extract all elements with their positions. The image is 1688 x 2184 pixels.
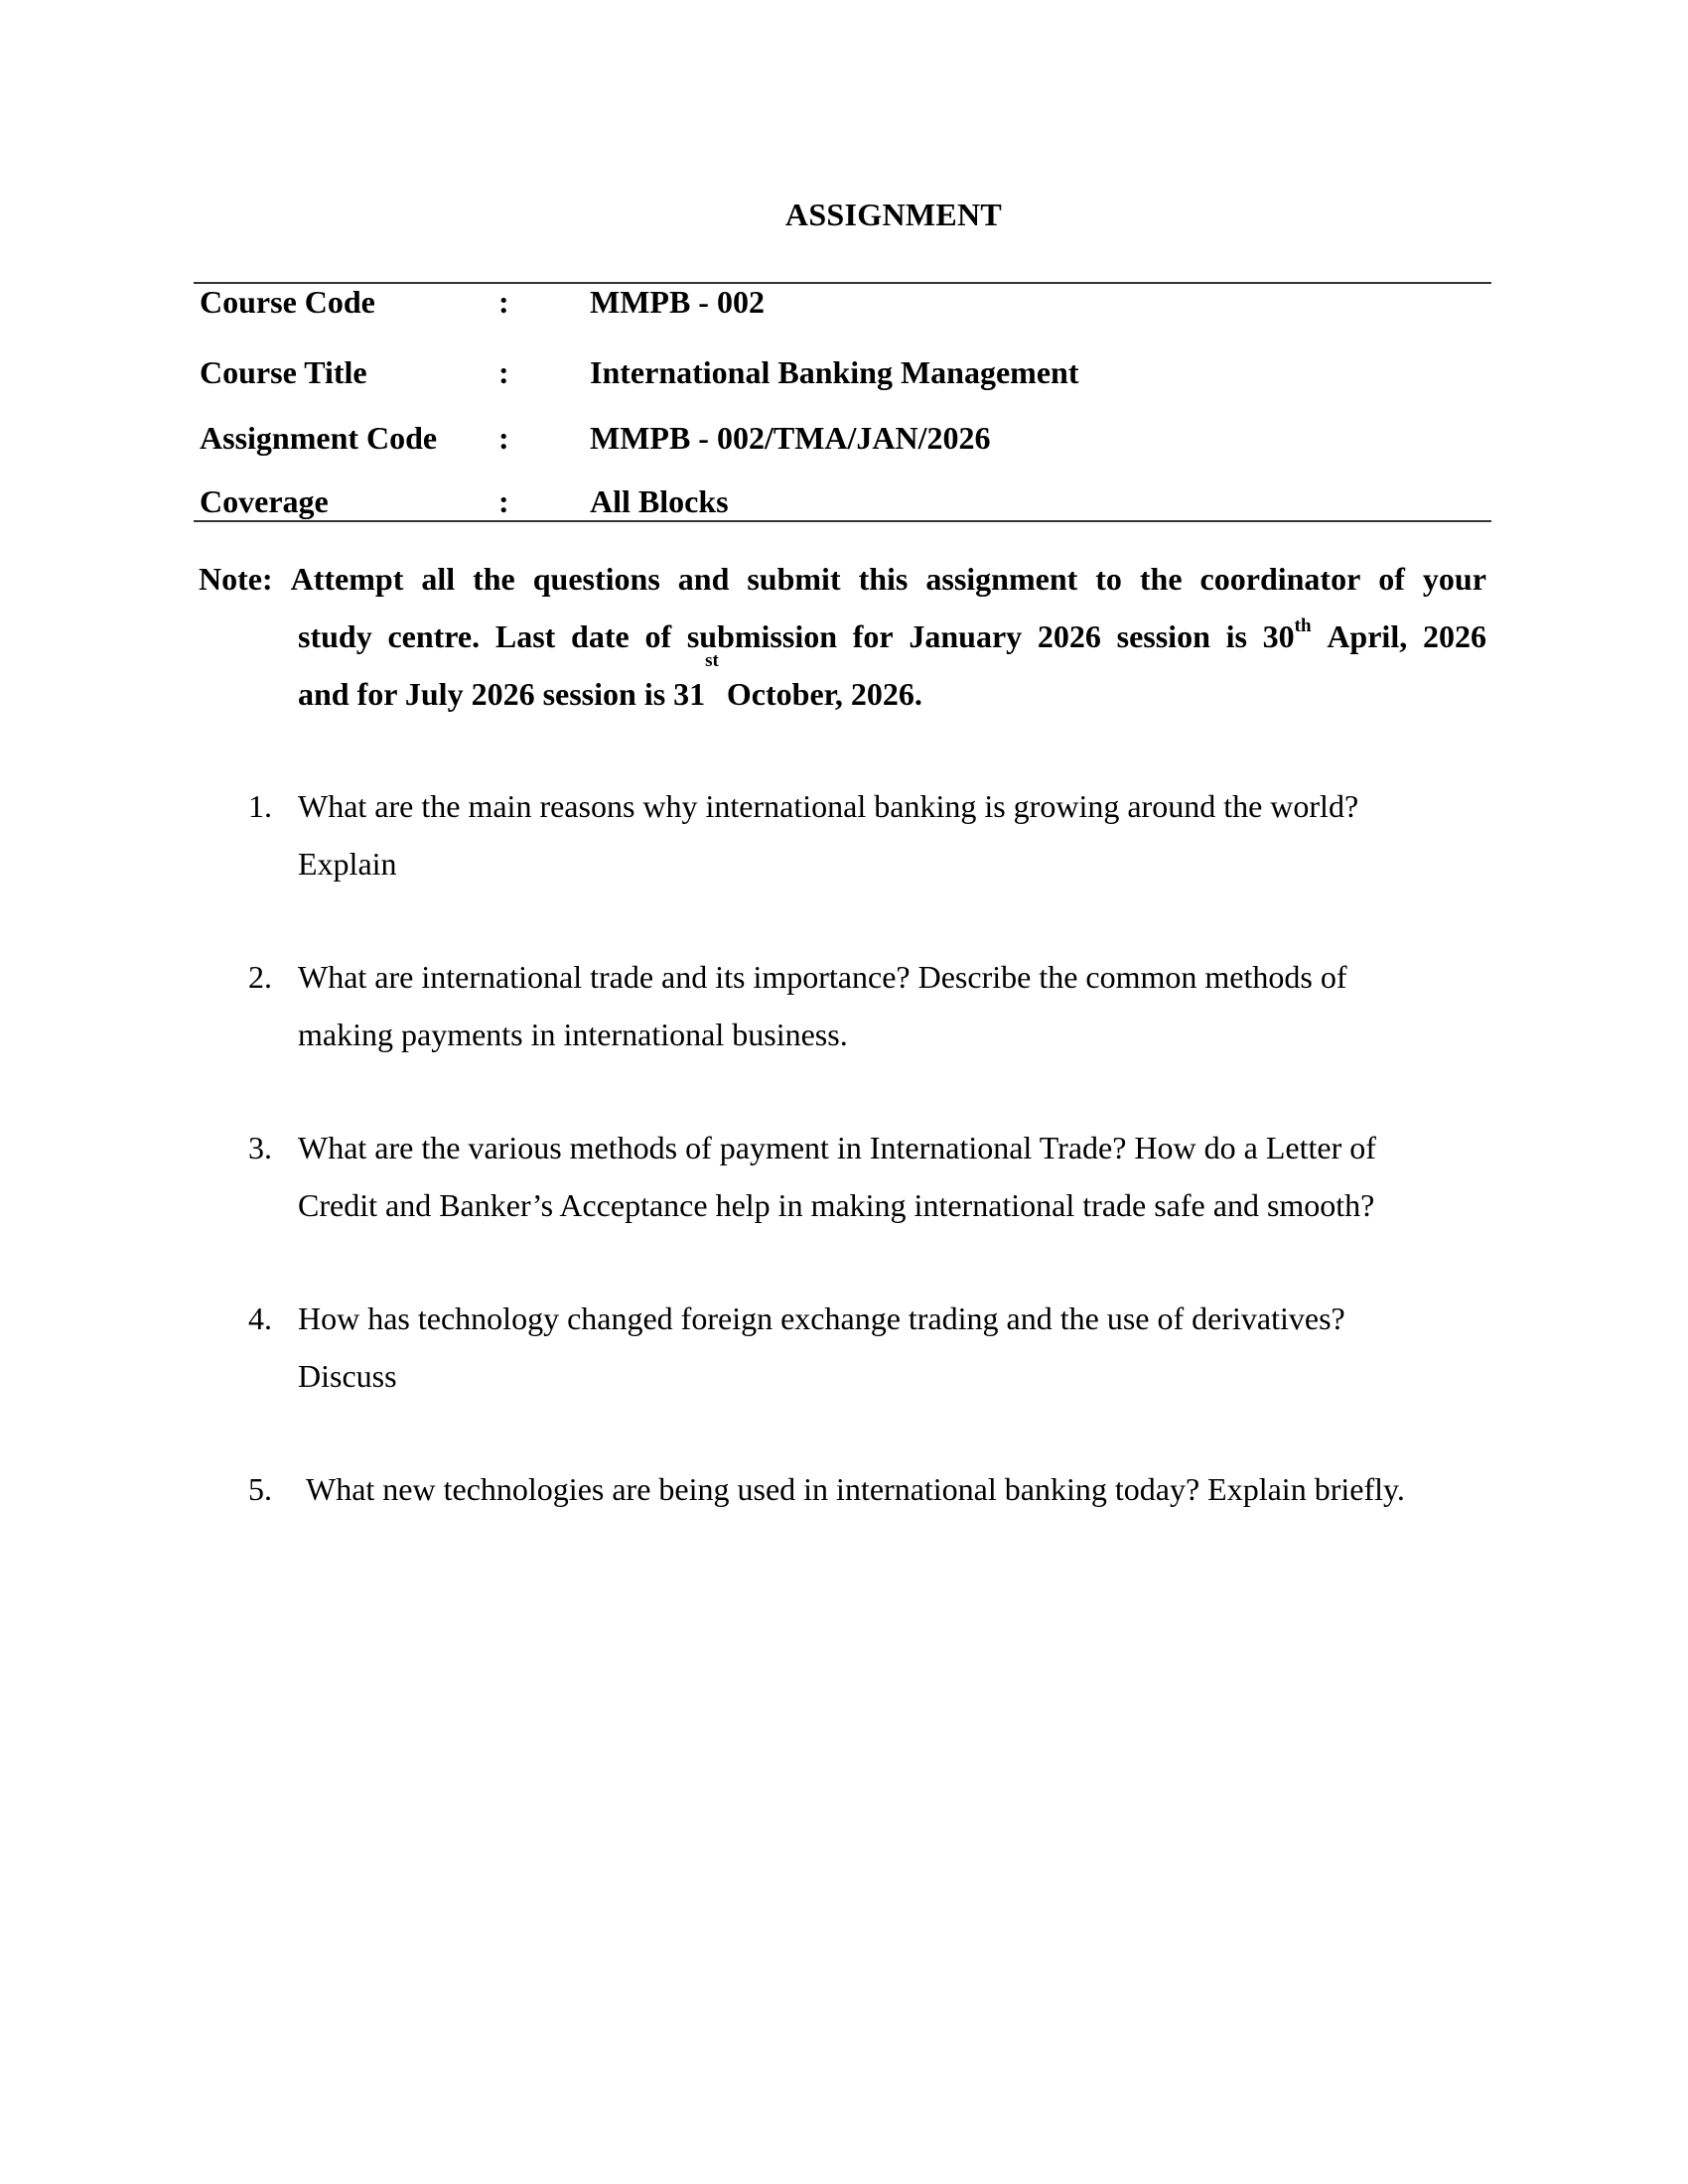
question-line: Explain [298, 846, 397, 882]
list-item [248, 1119, 1539, 1234]
info-colon: : [498, 483, 509, 519]
question-line: What are the various methods of payment in International Trade? How do a Letter of [298, 1130, 1376, 1165]
note-word: questions [532, 561, 660, 597]
info-value: All Blocks [590, 483, 729, 519]
question-line: How has technology changed foreign exchange trading and the use of derivatives? [298, 1300, 1345, 1336]
note-word: to [1095, 561, 1122, 597]
submission-note [199, 550, 1486, 723]
note-line [199, 650, 1486, 723]
note-word: of [644, 618, 672, 654]
list-item [248, 777, 1539, 892]
question-line: What new technologies are being used in international banking today? Explain briefly. [306, 1471, 1405, 1507]
course-info-table [194, 282, 1491, 522]
note-word: April, [1327, 618, 1408, 654]
note-word: this [858, 561, 909, 597]
note-word: Note: [199, 561, 273, 597]
note-word: assignment [925, 561, 1078, 597]
question-number: 2. [248, 959, 272, 995]
list-item [248, 1290, 1539, 1405]
info-label: Coverage [200, 483, 329, 519]
info-label: Course Title [200, 353, 367, 390]
info-colon: : [498, 419, 509, 456]
question-text [298, 1460, 1497, 1518]
list-item [248, 948, 1539, 1063]
note-word: 2026 [1037, 618, 1101, 654]
question-line: making payments in international business. [298, 1017, 848, 1052]
question-text [298, 1290, 1489, 1405]
info-value: International Banking Management [590, 353, 1079, 390]
note-word: submit [747, 561, 841, 597]
question-text [298, 948, 1489, 1063]
question-text [298, 777, 1489, 892]
note-word: for [852, 618, 894, 654]
note-line [199, 550, 1486, 608]
note-word: session [1116, 618, 1210, 654]
note-word: study [298, 618, 372, 654]
course-title-row [194, 340, 1491, 405]
page-title: ASSIGNMENT [784, 197, 1003, 232]
note-word: your [1422, 561, 1486, 597]
note-word: submission [686, 618, 838, 654]
question-text [298, 1119, 1489, 1234]
question-line: What are international trade and its importance? Describe the common methods of [298, 959, 1347, 995]
note-word: of [1378, 561, 1405, 597]
note-word: date [571, 618, 630, 654]
note-text: October, 2026. [718, 676, 922, 712]
ordinal-suffix: st [705, 650, 719, 671]
note-word: coordinator [1199, 561, 1361, 597]
note-word: 2026 [1422, 618, 1486, 654]
info-colon: : [498, 353, 509, 390]
question-number: 1. [248, 788, 272, 824]
note-word: centre. [387, 618, 481, 654]
note-word: the [473, 561, 515, 597]
note-word: Last [494, 618, 556, 654]
note-line [199, 608, 1486, 665]
note-word: Attempt [290, 561, 404, 597]
info-value: MMPB - 002 [590, 284, 765, 320]
question-number: 3. [248, 1130, 272, 1165]
info-colon: : [498, 284, 509, 320]
question-number: 5. [248, 1471, 272, 1507]
question-line: What are the main reasons why international banking is growing around the world? [298, 788, 1359, 824]
note-word: 30 [1262, 618, 1295, 654]
info-label: Assignment Code [200, 419, 438, 456]
question-number: 4. [248, 1300, 272, 1336]
info-value: MMPB - 002/TMA/JAN/2026 [590, 419, 991, 456]
question-list [248, 777, 1539, 1573]
coverage-row [194, 471, 1491, 520]
info-label: Course Code [200, 284, 375, 320]
course-code-row [194, 284, 1491, 340]
list-item [248, 1460, 1539, 1518]
note-word: and [677, 561, 730, 597]
assignment-code-row [194, 405, 1491, 471]
note-word: all [421, 561, 456, 597]
question-line: Credit and Banker’s Acceptance help in making international trade safe and smooth? [298, 1187, 1375, 1223]
ordinal-suffix: th [1294, 615, 1312, 637]
note-text: and for July 2026 session is 31 [298, 676, 706, 712]
note-word: January [909, 618, 1023, 654]
note-word: the [1139, 561, 1183, 597]
note-word: is [1225, 618, 1247, 654]
note-date [1263, 608, 1312, 665]
question-line: Discuss [298, 1358, 397, 1394]
